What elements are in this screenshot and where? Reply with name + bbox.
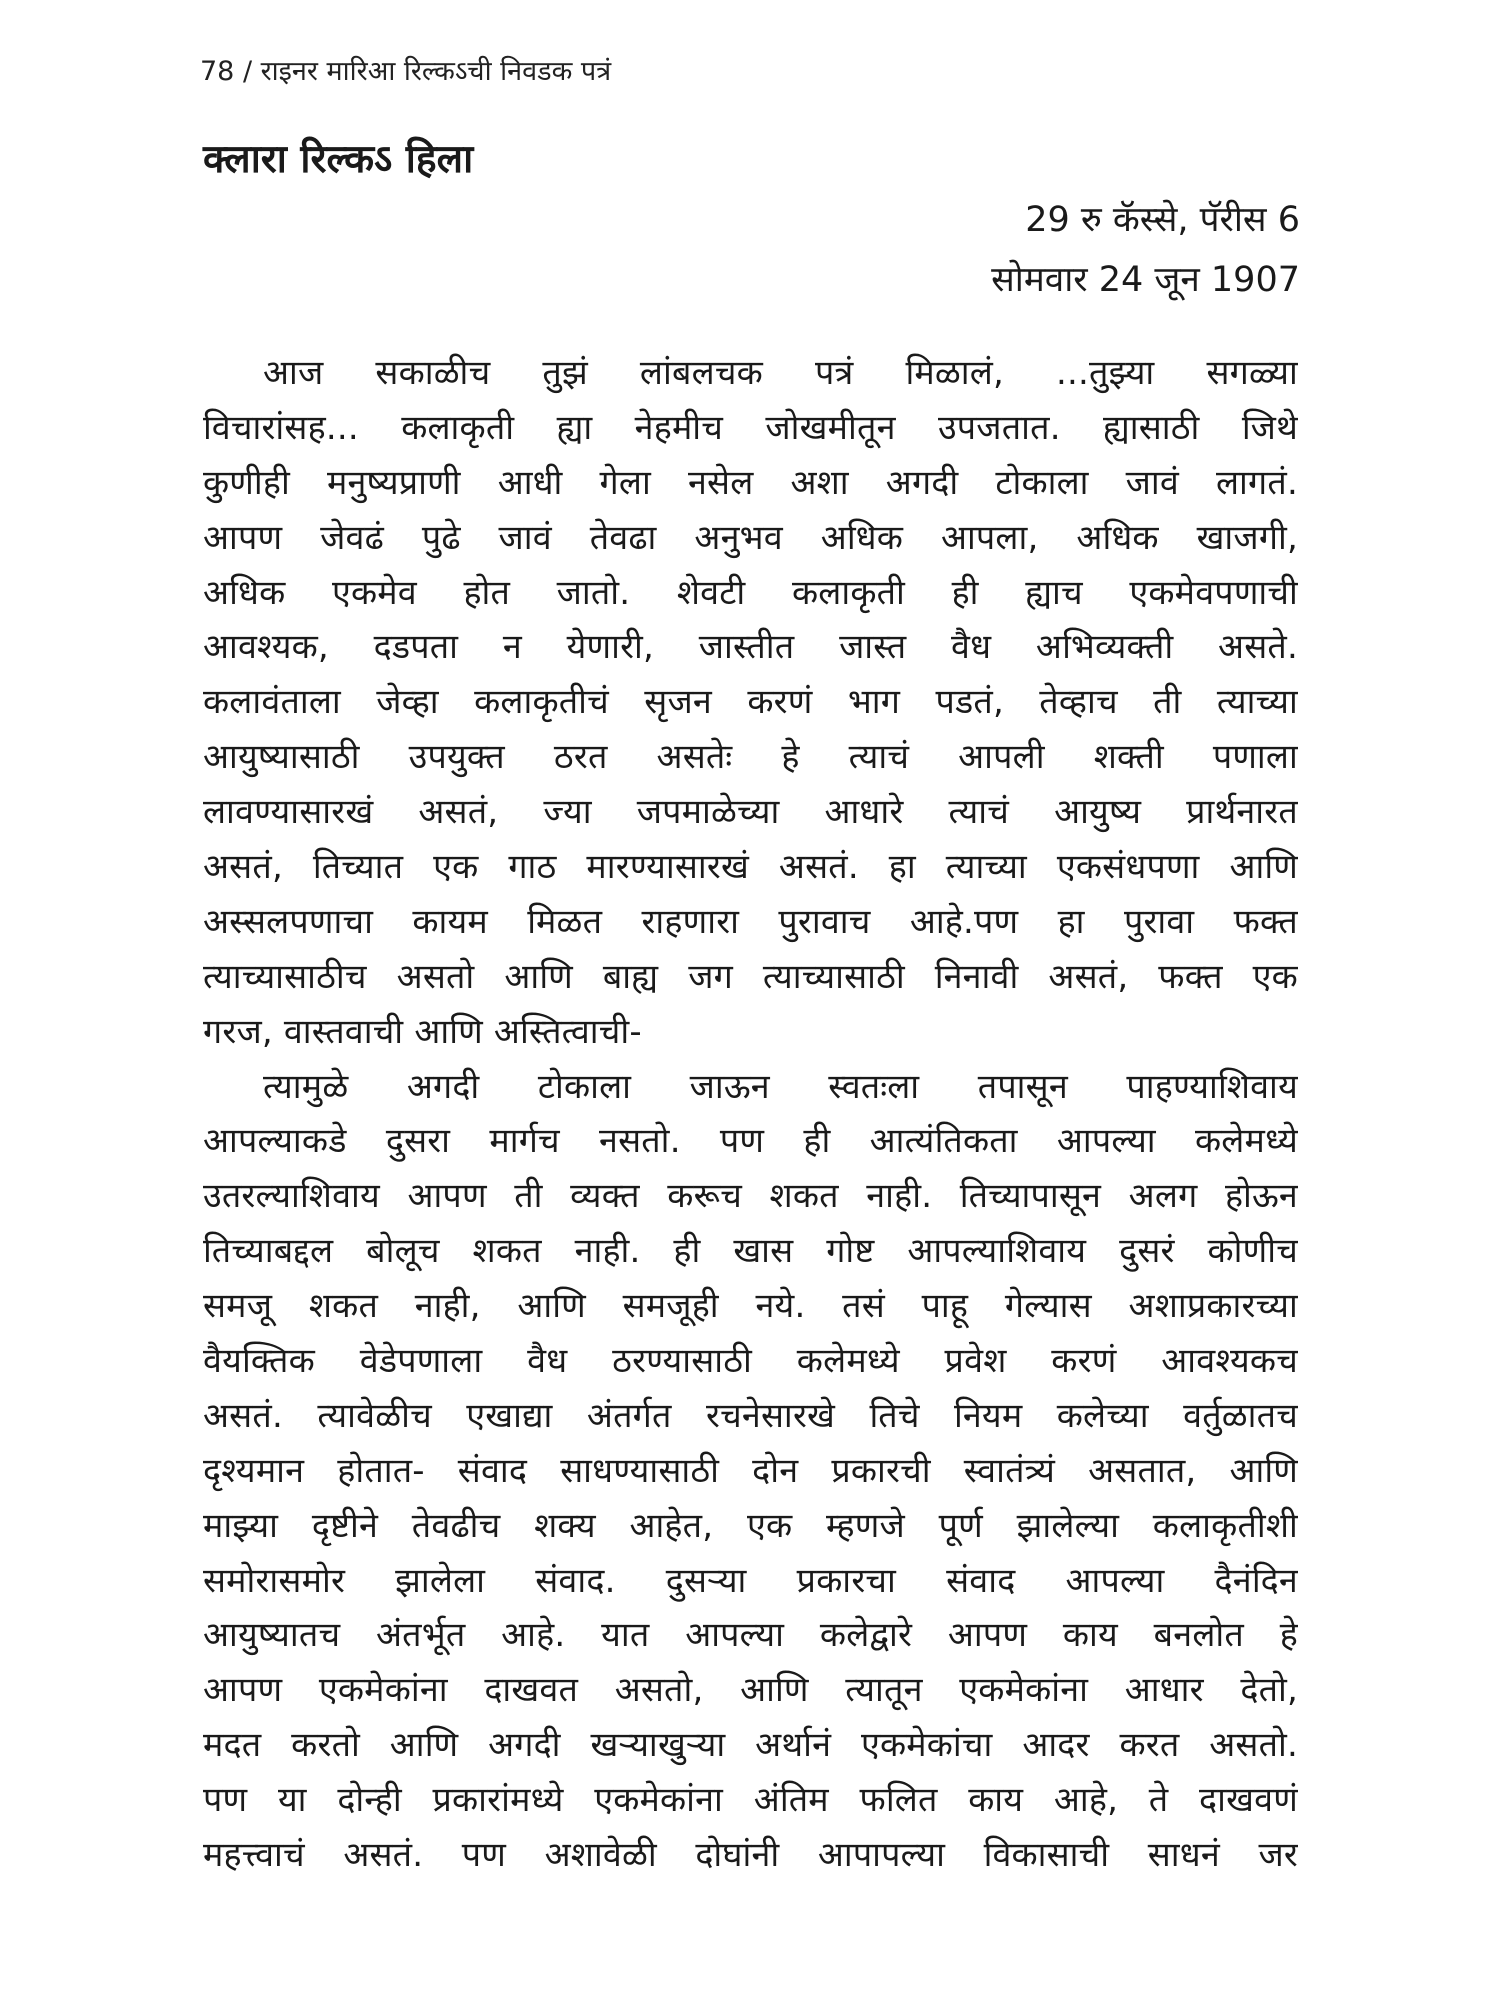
body-line: उतरल्याशिवाय आपण ती व्यक्त करूच शकत नाही. तिच्यापासून अलग होऊन: [203, 1176, 1298, 1217]
body-line: आयुष्यासाठी उपयुक्त ठरत असतेः हे त्याचं आपली शक्ती पणाला: [203, 737, 1298, 778]
body-line: अस्सलपणाचा कायम मिळत राहणारा पुरावाच आहे.पण हा पुरावा फक्त: [203, 901, 1298, 942]
letter-date: सोमवार 24 जून 1907: [991, 260, 1300, 300]
body-line: आवश्यक, दडपता न येणारी, जास्तीत जास्त वैध अभिव्यक्ती असते.: [203, 627, 1298, 668]
body-line: त्यामुळे अगदी टोकाला जाऊन स्वतःला तपासून पाहण्याशिवाय: [263, 1066, 1298, 1107]
body-line: विचारांसह... कलाकृती ह्या नेहमीच जोखमीतून उपजतात. ह्यासाठी जिथे: [203, 407, 1298, 448]
body-line: समजू शकत नाही, आणि समजूही नये. तसं पाहू गेल्यास अशाप्रकारच्या: [203, 1286, 1298, 1327]
body-line: महत्त्वाचं असतं. पण अशावेळी दोघांनी आपापल्या विकासाची साधनं जर: [203, 1835, 1298, 1876]
body-line: समोरासमोर झालेला संवाद. दुसऱ्या प्रकारचा संवाद आपल्या दैनंदिन: [203, 1560, 1298, 1601]
body-line: तिच्याबद्दल बोलूच शकत नाही. ही खास गोष्ट आपल्याशिवाय दुसरं कोणीच: [203, 1231, 1298, 1272]
body-line: आयुष्यातच अंतर्भूत आहे. यात आपल्या कलेद्वारे आपण काय बनलोत हे: [203, 1615, 1298, 1656]
body-line: कुणीही मनुष्यप्राणी आधी गेला नसेल अशा अगदी टोकाला जावं लागतं.: [203, 462, 1298, 503]
body-line: आज सकाळीच तुझं लांबलचक पत्रं मिळालं, ...तुझ्या सगळ्या: [263, 353, 1298, 393]
body-line: कलावंताला जेव्हा कलाकृतीचं सृजन करणं भाग पडतं, तेव्हाच ती त्याच्या: [203, 682, 1298, 723]
body-line: असतं. त्यावेळीच एखाद्या अंतर्गत रचनेसारखे तिचे नियम कलेच्या वर्तुळातच: [203, 1395, 1298, 1436]
running-head: 78 / राइनर मारिआ रिल्कऽची निवडक पत्रं: [200, 56, 612, 87]
body-line: आपल्याकडे दुसरा मार्गच नसतो. पण ही आत्यंतिकता आपल्या कलेमध्ये: [203, 1121, 1298, 1162]
body-line: दृश्यमान होतात- संवाद साधण्यासाठी दोन प्रकारची स्वातंत्र्यं असतात, आणि: [203, 1450, 1298, 1491]
date-block: [991, 190, 1300, 310]
body-line: अधिक एकमेव होत जातो. शेवटी कलाकृती ही ह्याच एकमेवपणाची: [203, 572, 1298, 613]
body-line: त्याच्यासाठीच असतो आणि बाह्य जग त्याच्यासाठी निनावी असतं, फक्त एक: [203, 956, 1298, 997]
letter-body: [203, 346, 1298, 1883]
letter-address: 29 रु कॅस्से, पॅरीस 6: [1025, 200, 1300, 240]
body-line: मदत करतो आणि अगदी खऱ्याखुऱ्या अर्थानं एकमेकांचा आदर करत असतो.: [203, 1725, 1298, 1766]
body-line: गरज, वास्तवाची आणि अस्तित्वाची-: [203, 1011, 642, 1052]
body-line: आपण एकमेकांना दाखवत असतो, आणि त्यातून एकमेकांना आधार देतो,: [203, 1670, 1298, 1711]
body-line: माझ्या दृष्टीने तेवढीच शक्य आहेत, एक म्हणजे पूर्ण झालेल्या कलाकृतीशी: [203, 1505, 1298, 1546]
letter-title: क्लारा रिल्कऽ हिला: [203, 137, 474, 182]
body-line: लावण्यासारखं असतं, ज्या जपमाळेच्या आधारे त्याचं आयुष्य प्रार्थनारत: [203, 792, 1298, 833]
body-line: असतं, तिच्यात एक गाठ मारण्यासारखं असतं. हा त्याच्या एकसंधपणा आणि: [203, 847, 1298, 888]
body-line: पण या दोन्ही प्रकारांमध्ये एकमेकांना अंतिम फलित काय आहे, ते दाखवणं: [203, 1780, 1298, 1821]
body-line: आपण जेवढं पुढे जावं तेवढा अनुभव अधिक आपला, अधिक खाजगी,: [203, 517, 1298, 558]
body-line: वैयक्तिक वेडेपणाला वैध ठरण्यासाठी कलेमध्ये प्रवेश करणं आवश्यकच: [203, 1341, 1298, 1382]
